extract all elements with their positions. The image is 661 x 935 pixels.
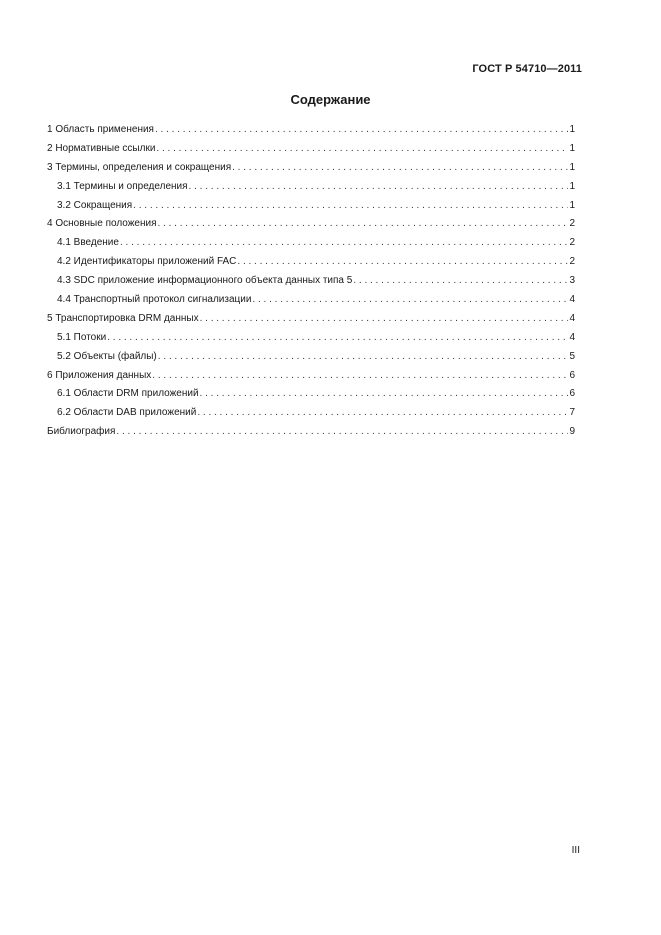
toc-subentry[interactable] [47,407,575,426]
toc-entry-page: 1 [569,161,575,173]
toc-entry-label: 5 Транспортировка DRM данных [47,312,199,324]
toc-leader-dots [116,426,568,437]
toc-entry-label: Библиография [47,426,116,438]
toc-leader-dots [189,181,569,192]
toc-leader-dots [133,200,568,211]
toc-leader-dots [237,256,568,267]
toc-entry-label: 4.2 Идентификаторы приложений FAC [57,256,237,268]
page-number: III [571,845,580,856]
toc-subentry[interactable] [47,181,575,200]
toc-entry[interactable] [47,313,575,332]
toc-entry-page: 7 [569,407,575,419]
toc-entry-page: 5 [569,350,575,362]
toc-entry-page: 1 [569,142,575,154]
toc-subentry[interactable] [47,388,575,407]
toc-subentry[interactable] [47,275,575,294]
toc-entry-page: 4 [569,331,575,343]
toc-entry[interactable] [47,162,575,181]
toc-entry-label: 4.3 SDC приложение информационного объекта данных типа 5 [57,275,353,287]
toc-leader-dots [152,370,568,381]
toc-entry-label: 1 Область применения [47,124,154,135]
toc-entry-page: 4 [569,312,575,324]
toc-leader-dots [197,407,568,418]
toc-subentry[interactable] [47,294,575,313]
toc-entry-label: 6.1 Области DRM приложений [57,388,199,400]
toc-entry-page: 1 [569,124,575,135]
toc-leader-dots [107,332,568,343]
toc-entry-label: 3.1 Термины и определения [57,180,188,192]
toc-entry-page: 6 [569,369,575,381]
toc-entry-page: 2 [569,237,575,249]
toc-subentry[interactable] [47,332,575,351]
toc-entry-page: 9 [569,426,575,438]
toc-leader-dots [353,275,568,286]
toc-entry-label: 3 Термины, определения и сокращения [47,161,232,173]
toc-subentry[interactable] [47,351,575,370]
toc-entry-label: 2 Нормативные ссылки [47,142,156,154]
toc-leader-dots [200,388,569,399]
toc-subentry[interactable] [47,256,575,275]
toc-leader-dots [120,237,568,248]
toc-entry[interactable] [47,124,575,143]
standard-code: ГОСТ Р 54710—2011 [472,63,582,75]
toc-entry-label: 5.2 Объекты (файлы) [57,350,157,362]
toc-entry-page: 2 [569,218,575,230]
toc-entry-label: 5.1 Потоки [57,331,107,343]
table-of-contents [47,124,575,445]
toc-entry-page: 3 [569,275,575,287]
toc-subentry[interactable] [47,200,575,219]
toc-entry[interactable] [47,218,575,237]
toc-leader-dots [155,124,568,135]
toc-entry-label: 4.1 Введение [57,237,119,249]
toc-entry-page: 6 [569,388,575,400]
toc-entry-page: 2 [569,256,575,268]
toc-entry-label: 6.2 Области DAB приложений [57,407,197,419]
toc-leader-dots [200,313,569,324]
toc-entry-page: 4 [569,294,575,306]
toc-entry[interactable] [47,426,575,445]
toc-leader-dots [158,351,569,362]
toc-leader-dots [156,143,568,154]
toc-entry[interactable] [47,143,575,162]
toc-entry-label: 4 Основные положения [47,218,157,230]
toc-subentry[interactable] [47,237,575,256]
toc-entry[interactable] [47,370,575,389]
toc-entry-label: 6 Приложения данных [47,369,152,381]
toc-entry-label: 4.4 Транспортный протокол сигнализации [57,294,252,306]
toc-leader-dots [158,218,569,229]
toc-entry-page: 1 [569,180,575,192]
toc-entry-label: 3.2 Сокращения [57,199,133,211]
toc-leader-dots [252,294,568,305]
toc-leader-dots [232,162,568,173]
toc-title: Содержание [290,92,371,107]
toc-entry-page: 1 [569,199,575,211]
